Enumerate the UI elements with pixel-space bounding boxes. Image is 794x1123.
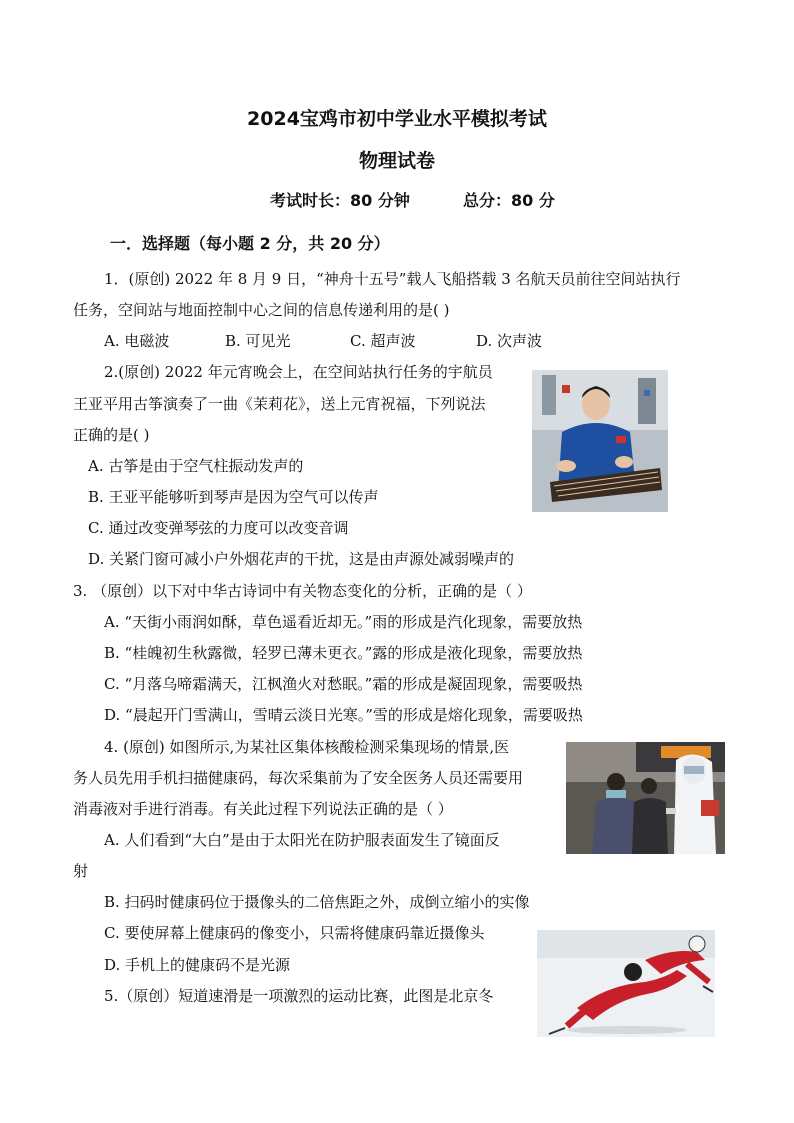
q4-option-d: D. 手机上的健康码不是光源 xyxy=(104,956,291,974)
speed-skating-image xyxy=(537,930,715,1037)
q1-option-c: C. 超声波 xyxy=(350,332,416,350)
q4-line-2: 务人员先用手机扫描健康码，每次采集前为了安全医务人员还需要用 xyxy=(73,769,524,787)
q5-line-1: 5.（原创）短道速滑是一项激烈的运动比赛，此图是北京冬 xyxy=(104,987,494,1005)
q1-option-a: A. 电磁波 xyxy=(104,332,170,350)
q4-option-a-cont: 射 xyxy=(73,862,89,880)
q3-line-1: 3. （原创）以下对中华古诗词中有关物态变化的分析，正确的是（ ） xyxy=(73,582,532,600)
exam-subtitle: 物理试卷 xyxy=(358,150,435,172)
q1-line-1: 1．(原创) 2022 年 8 月 9 日，“神舟十五号”载人飞船搭载 3 名航天员前往空间站执行 xyxy=(104,270,681,288)
exam-title: 2024宝鸡市初中学业水平模拟考试 xyxy=(247,108,547,130)
q3-option-c: C. “月落乌啼霜满天，江枫渔火对愁眠。”霜的形成是凝固现象，需要吸热 xyxy=(104,675,583,693)
exam-duration: 考试时长：80 分钟 xyxy=(270,191,410,210)
q2-line-1: 2.(原创) 2022 年元宵晚会上，在空间站执行任务的宇航员 xyxy=(104,363,493,381)
q3-option-a: A. “天街小雨润如酥，草色遥看近却无。”雨的形成是汽化现象，需要放热 xyxy=(104,613,583,631)
q2-option-c: C. 通过改变弹琴弦的力度可以改变音调 xyxy=(88,519,349,537)
q2-option-a: A. 古筝是由于空气柱振动发声的 xyxy=(88,457,304,475)
q1-option-d: D. 次声波 xyxy=(476,332,543,350)
q1-line-2: 任务，空间站与地面控制中心之间的信息传递利用的是( ) xyxy=(73,301,450,319)
q2-line-2: 王亚平用古筝演奏了一曲《茉莉花》，送上元宵祝福，下列说法 xyxy=(73,395,486,413)
q4-option-b: B. 扫码时健康码位于摄像头的二倍焦距之外，成倒立缩小的实像 xyxy=(104,893,530,911)
exam-total-score: 总分：80 分 xyxy=(463,191,555,210)
covid-testing-image xyxy=(566,742,725,854)
q4-option-c: C. 要使屏幕上健康码的像变小，只需将健康码靠近摄像头 xyxy=(104,924,485,942)
q2-option-d: D. 关紧门窗可减小户外烟花声的干扰，这是由声源处减弱噪声的 xyxy=(88,550,515,568)
q4-option-a: A. 人们看到“大白”是由于太阳光在防护服表面发生了镜面反 xyxy=(104,831,500,849)
q4-line-1: 4. (原创) 如图所示,为某社区集体核酸检测采集现场的情景,医 xyxy=(104,738,510,756)
q2-option-b: B. 王亚平能够听到琴声是因为空气可以传声 xyxy=(88,488,379,506)
astronaut-guzheng-image xyxy=(532,370,668,512)
q1-option-b: B. 可见光 xyxy=(225,332,291,350)
section-title: 一．选择题（每小题 2 分，共 20 分） xyxy=(110,234,390,253)
q3-option-b: B. “桂魄初生秋露微，轻罗已薄未更衣。”露的形成是液化现象，需要放热 xyxy=(104,644,583,662)
q4-line-3: 消毒液对手进行消毒。有关此过程下列说法正确的是（ ） xyxy=(73,800,453,818)
q3-option-d: D. “晨起开门雪满山，雪晴云淡日光寒。”雪的形成是熔化现象，需要吸热 xyxy=(104,706,583,724)
q2-line-3: 正确的是( ) xyxy=(73,426,150,444)
